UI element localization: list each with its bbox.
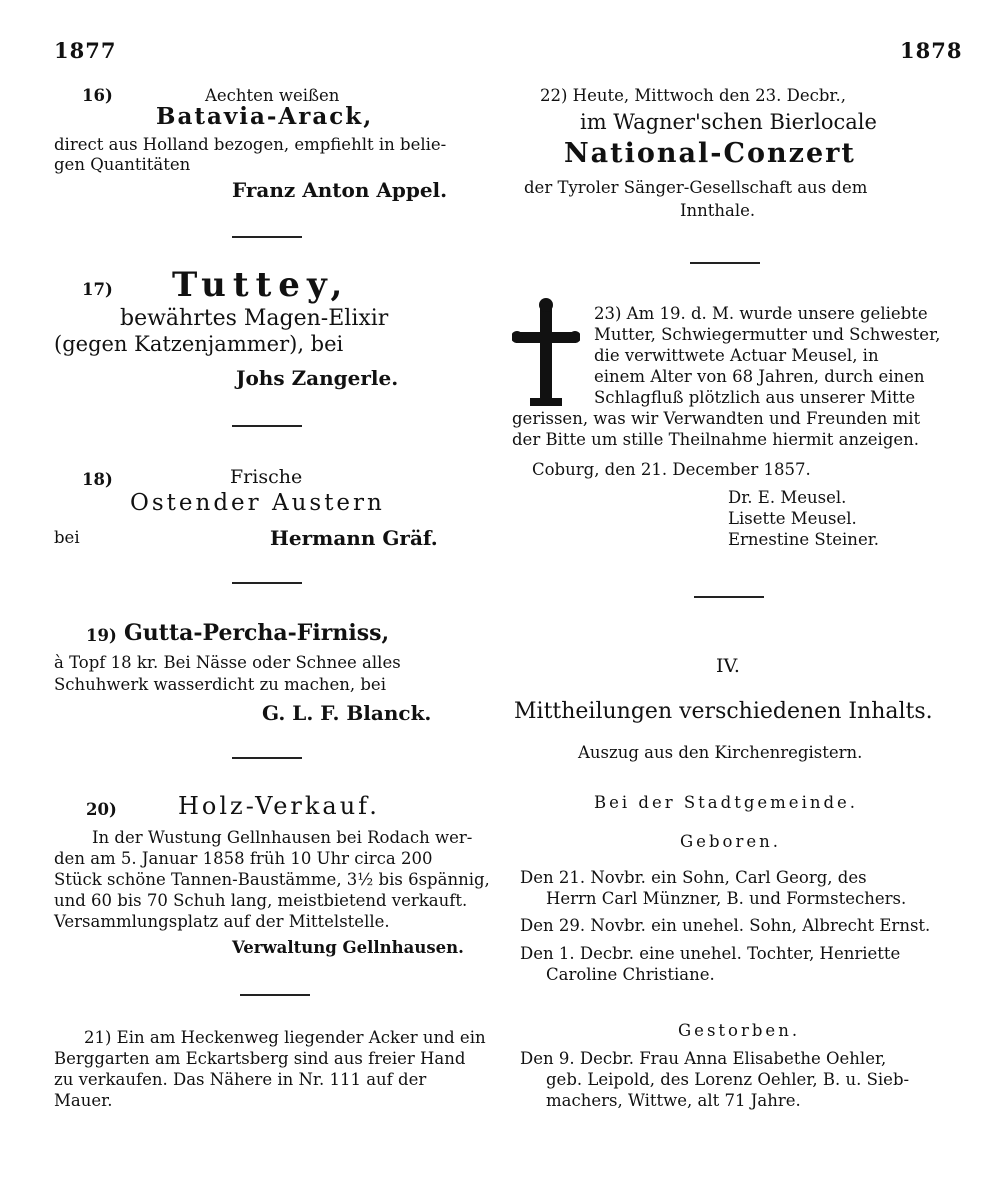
ad-17-title: Tuttey, <box>172 265 350 305</box>
separator <box>232 582 302 584</box>
ad-18-signature: Hermann Gräf. <box>270 526 438 550</box>
section-subtitle: Auszug aus den Kirchenregistern. <box>578 743 863 762</box>
ad-23-signature-3: Ernestine Steiner. <box>728 530 880 549</box>
separator <box>694 596 764 598</box>
parish-heading: Bei der Stadtgemeinde. <box>594 793 859 812</box>
ad-23-text-4: einem Alter von 68 Jahren, durch einen <box>594 367 925 386</box>
ad-16-number: 16) <box>82 86 113 105</box>
ad-23-text-7: der Bitte um stille Theilnahme hiermit anzeigen. <box>512 430 920 449</box>
ad-16-signature: Franz Anton Appel. <box>232 178 448 202</box>
ad-16-title: Batavia-Arack, <box>156 103 374 130</box>
ad-22-line-1: 22) Heute, Mittwoch den 23. Decbr., <box>540 86 846 105</box>
separator <box>690 262 760 264</box>
died-heading: Gestorben. <box>678 1021 801 1040</box>
ad-21-text-2: Berggarten am Eckartsberg sind aus freier Hand <box>54 1049 466 1068</box>
ad-19-title: Gutta-Percha-Firniss, <box>124 620 390 646</box>
ad-22-line-4: Innthale. <box>680 201 756 220</box>
section-title: Mittheilungen verschiedenen Inhalts. <box>514 699 933 724</box>
section-number: IV. <box>716 655 740 677</box>
ad-23-text-3: die verwittwete Actuar Meusel, in <box>594 346 879 365</box>
ad-23-signature-2: Lisette Meusel. <box>728 509 857 528</box>
separator <box>232 757 302 759</box>
ad-19-signature: G. L. F. Blanck. <box>262 701 432 725</box>
ad-19-text-1: à Topf 18 kr. Bei Nässe oder Schnee alles <box>54 653 401 672</box>
ad-18-bei: bei <box>54 528 80 547</box>
ad-23-text-5: Schlagfluß plötzlich aus unserer Mitte <box>594 388 916 407</box>
ad-17-line-2: (gegen Katzenjammer), bei <box>54 332 344 356</box>
ad-20-signature: Verwaltung Gellnhausen. <box>232 938 464 957</box>
ad-21-text-1: 21) Ein am Heckenweg liegender Acker und ein <box>84 1028 486 1047</box>
ad-16-text-2: gen Quantitäten <box>54 155 191 174</box>
ad-19-text-2: Schuhwerk wasserdicht zu machen, bei <box>54 675 386 694</box>
page-number-left: 1877 <box>54 38 117 63</box>
ad-21-text-4: Mauer. <box>54 1091 113 1110</box>
ad-22-line-2: im Wagner'schen Bierlocale <box>580 110 877 134</box>
separator <box>232 425 302 427</box>
page-number-right: 1878 <box>900 38 963 63</box>
ad-20-number: 20) <box>86 800 117 819</box>
ad-17-line-1: bewährtes Magen-Elixir <box>120 306 389 331</box>
died-entry-1a: Den 9. Decbr. Frau Anna Elisabethe Oehler, <box>520 1049 887 1068</box>
born-entry-1a: Den 21. Novbr. ein Sohn, Carl Georg, des <box>520 868 867 887</box>
ad-23-text-1: 23) Am 19. d. M. wurde unsere geliebte <box>594 304 928 323</box>
ad-21-text-3: zu verkaufen. Das Nähere in Nr. 111 auf der <box>54 1070 427 1089</box>
ad-18-title: Ostender Austern <box>130 490 385 516</box>
ad-23-place-date: Coburg, den 21. December 1857. <box>532 460 811 479</box>
ad-20-text-3: Stück schöne Tannen-Baustämme, 3½ bis 6spännig, <box>54 870 490 889</box>
ad-18-line-1: Frische <box>230 466 303 488</box>
ad-20-text-1: In der Wustung Gellnhausen bei Rodach wer- <box>92 828 473 847</box>
ad-22-title: National-Conzert <box>564 138 856 169</box>
born-entry-3b: Caroline Christiane. <box>546 965 715 984</box>
ad-18-number: 18) <box>82 470 113 489</box>
born-heading: Geboren. <box>680 832 781 851</box>
cross-icon <box>512 298 580 408</box>
ad-17-signature: Johs Zangerle. <box>236 366 399 390</box>
ad-20-text-4: und 60 bis 70 Schuh lang, meistbietend verkauft. <box>54 891 468 910</box>
separator <box>232 236 302 238</box>
born-entry-2: Den 29. Novbr. ein unehel. Sohn, Albrecht Ernst. <box>520 916 931 935</box>
born-entry-3a: Den 1. Decbr. eine unehel. Tochter, Henriette <box>520 944 901 963</box>
ad-19-number: 19) <box>86 626 117 645</box>
ad-23-text-6: gerissen, was wir Verwandten und Freunden mit <box>512 409 921 428</box>
ad-17-number: 17) <box>82 280 113 299</box>
born-entry-1b: Herrn Carl Münzner, B. und Formstechers. <box>546 889 907 908</box>
ad-20-text-2: den am 5. Januar 1858 früh 10 Uhr circa 200 <box>54 849 433 868</box>
ad-20-title: Holz-Verkauf. <box>178 792 380 820</box>
ad-23-signature-1: Dr. E. Meusel. <box>728 488 847 507</box>
died-entry-1c: machers, Wittwe, alt 71 Jahre. <box>546 1091 801 1110</box>
died-entry-1b: geb. Leipold, des Lorenz Oehler, B. u. Sieb- <box>546 1070 910 1089</box>
ad-16-text-1: direct aus Holland bezogen, empfiehlt in belie- <box>54 135 447 154</box>
ad-22-line-3: der Tyroler Sänger-Gesellschaft aus dem <box>524 178 868 197</box>
ad-20-text-5: Versammlungsplatz auf der Mittelstelle. <box>54 912 390 931</box>
separator <box>240 994 310 996</box>
ad-16-intro: Aechten weißen <box>205 86 340 105</box>
ad-23-text-2: Mutter, Schwiegermutter und Schwester, <box>594 325 941 344</box>
